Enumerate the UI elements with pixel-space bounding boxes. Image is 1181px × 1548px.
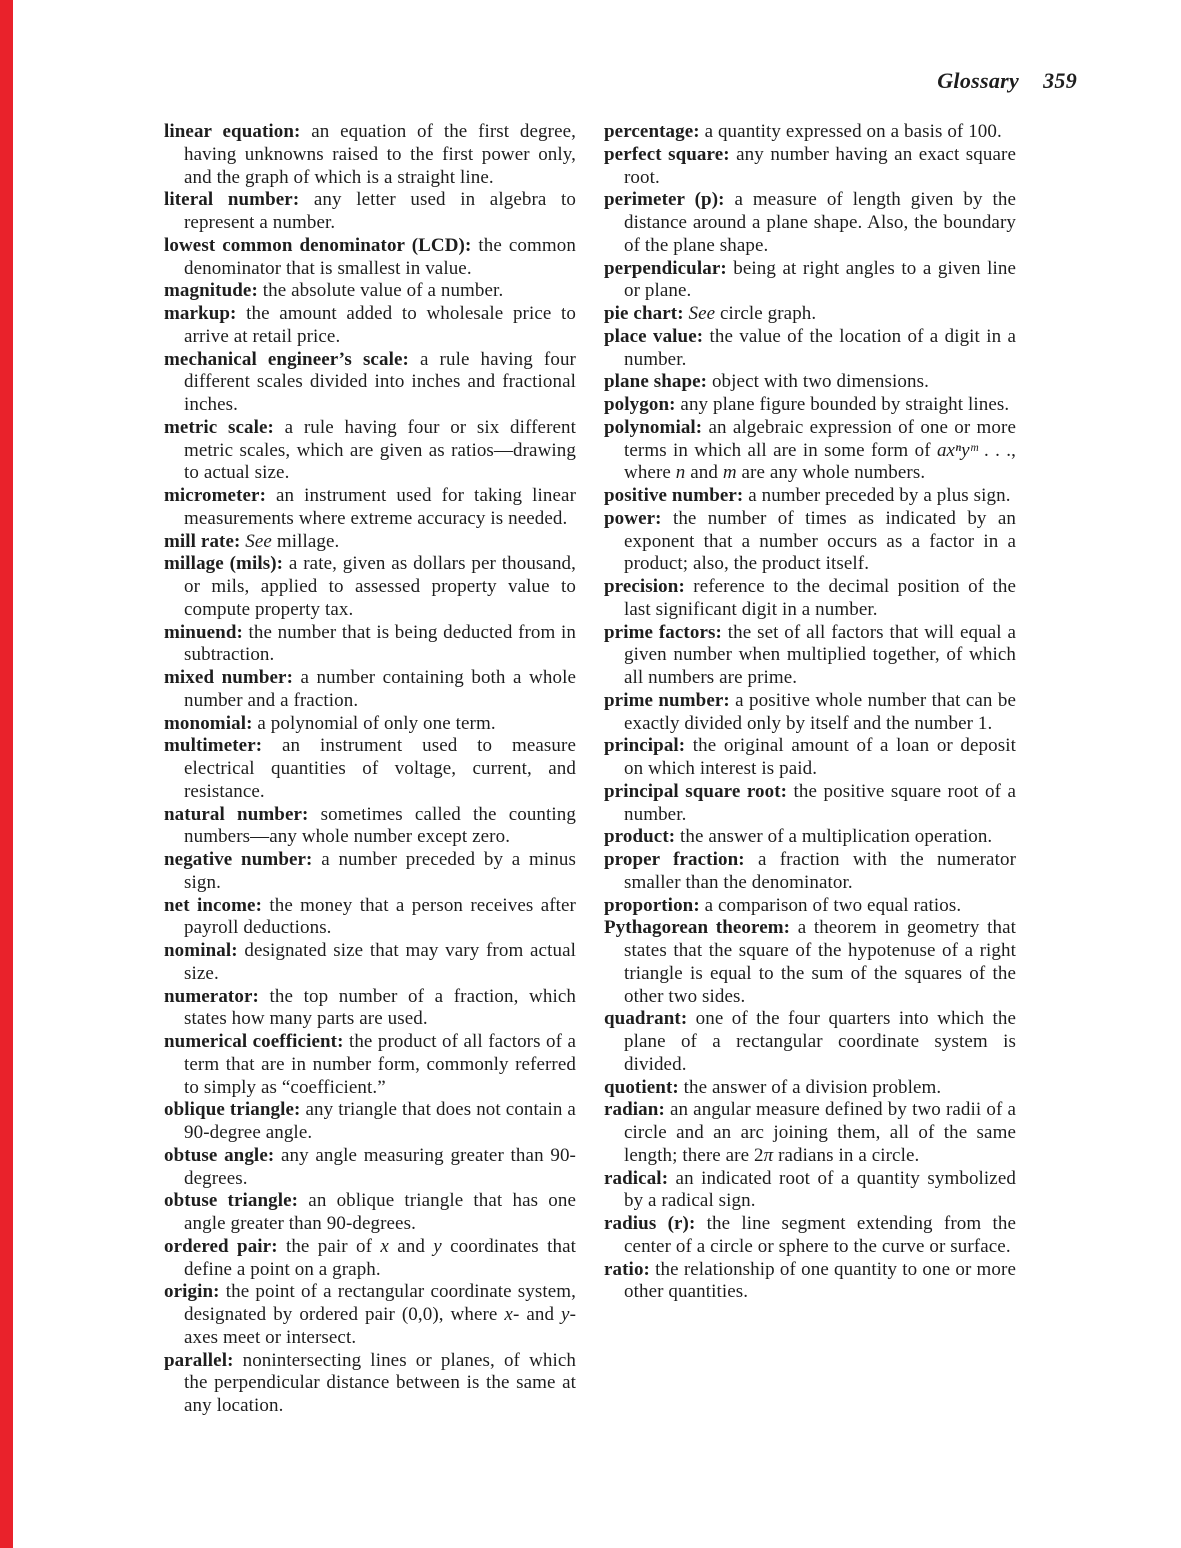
glossary-definition: an oblique triangle that has one angle greater than 90-degrees. [184, 1190, 576, 1234]
glossary-term: metric scale: [164, 416, 274, 438]
glossary-definition: the answer of a multiplication operation. [680, 826, 993, 848]
glossary-definition: an indicated root of a quantity symbolized by a radical sign. [624, 1167, 1016, 1212]
glossary-definition: any angle measuring greater than 90-degrees. [184, 1144, 576, 1189]
glossary-term: prime number: [604, 689, 730, 711]
glossary-definition: an equation of the first degree, having unknowns raised to the first power only, and the graph of which is a straight line. [184, 121, 576, 188]
glossary-term: proper fraction: [604, 849, 745, 870]
glossary-term: prime factors: [604, 621, 722, 643]
glossary-definition: the positive square root of a number. [624, 780, 1016, 825]
glossary-definition: the original amount of a loan or deposit on which interest is paid. [624, 735, 1016, 779]
glossary-entry [604, 781, 1016, 827]
glossary-entry [164, 1099, 576, 1145]
glossary-definition: the number of times as indicated by an exponent that a number occurs as a factor in a product; also, the product itself. [624, 507, 1017, 575]
glossary-term: negative number: [164, 849, 313, 870]
glossary-definition: the common denominator that is smallest in value. [184, 234, 576, 279]
glossary-definition: See circle graph. [688, 303, 817, 324]
glossary-definition: a quantity expressed on a basis of 100. [704, 121, 1002, 142]
page-number: 359 [1043, 68, 1077, 93]
glossary-term: obtuse triangle: [164, 1190, 299, 1212]
glossary-definition: the set of all factors that will equal a given number when multiplied together, of which all numbers are prime. [624, 621, 1016, 688]
glossary-definition: a number preceded by a minus sign. [184, 849, 576, 893]
glossary-entry [164, 713, 576, 736]
glossary-entry [164, 622, 576, 668]
glossary-entry [604, 326, 1016, 372]
glossary-term: Pythagorean theorem: [604, 917, 791, 939]
glossary-term: principal square root: [604, 780, 788, 802]
glossary-term: natural number: [164, 803, 309, 825]
glossary-term: perpendicular: [604, 257, 727, 279]
glossary-term: pie chart: [604, 303, 684, 324]
glossary-term: multimeter: [164, 735, 263, 757]
glossary-entry [164, 986, 576, 1032]
glossary-entry [604, 508, 1016, 576]
glossary-entry [164, 804, 576, 850]
glossary-entry [604, 849, 1016, 895]
glossary-entry [604, 622, 1016, 690]
glossary-term: product: [604, 826, 676, 848]
glossary-term: magnitude: [164, 280, 258, 302]
glossary-term: quotient: [604, 1076, 679, 1098]
glossary-entry [164, 189, 576, 235]
glossary-definition: a number containing both a whole number and a fraction. [184, 667, 576, 711]
glossary-term: quadrant: [604, 1008, 688, 1030]
glossary-term: numerical coefficient: [164, 1031, 344, 1052]
glossary-term: lowest common denominator (LCD): [164, 234, 472, 256]
glossary-definition: the pair of x and y coordinates that define a point on a graph. [184, 1235, 576, 1280]
glossary-entry [604, 826, 1016, 849]
glossary-entry [164, 1031, 576, 1099]
glossary-term: positive number: [604, 485, 744, 506]
glossary-entry [164, 895, 576, 941]
glossary-term: perimeter (p): [604, 189, 725, 211]
glossary-definition: a polynomial of only one term. [257, 712, 496, 734]
glossary-definition: an instrument used to measure electrical quantities of voltage, current, and resistance. [184, 735, 576, 802]
glossary-term: mixed number: [164, 667, 294, 688]
glossary-entry [604, 121, 1016, 144]
glossary-entry [164, 303, 576, 349]
glossary-definition: the top number of a fraction, which states how many parts are used. [184, 985, 576, 1030]
glossary-definition: a positive whole number that can be exactly divided only by itself and the number 1. [624, 689, 1017, 734]
glossary-term: mill rate: [164, 530, 241, 552]
glossary-entry [604, 258, 1016, 304]
page-edge-stripe [0, 0, 13, 1548]
glossary-entry [164, 553, 576, 621]
glossary-entry [164, 485, 576, 531]
glossary-entry [604, 1168, 1016, 1214]
glossary-entry [164, 121, 576, 189]
glossary-definition: the amount added to wholesale price to arrive at retail price. [184, 303, 576, 347]
glossary-term: numerator: [164, 985, 259, 1007]
glossary-definition: an instrument used for taking linear measurements where extreme accuracy is needed. [184, 485, 576, 529]
glossary-entry [604, 303, 1016, 326]
glossary-term: micrometer: [164, 485, 267, 506]
glossary-definition: the answer of a division problem. [683, 1076, 942, 1098]
glossary-entry [164, 1281, 576, 1349]
glossary-entry [604, 895, 1016, 918]
glossary-definition: being at right angles to a given line or plane. [624, 257, 1016, 302]
glossary-term: linear equation: [164, 121, 301, 142]
glossary-definition: any letter used in algebra to represent a number. [184, 189, 576, 233]
glossary-definition: a comparison of two equal ratios. [704, 894, 962, 916]
glossary-term: principal: [604, 735, 686, 757]
glossary-definition: any plane figure bounded by straight lines. [680, 394, 1010, 415]
glossary-term: radius (r): [604, 1213, 696, 1234]
glossary-entry [604, 917, 1016, 1008]
glossary-definition: nonintersecting lines or planes, of which the perpendicular distance between is the same at any location. [184, 1349, 576, 1416]
glossary-column-left [164, 121, 576, 1418]
glossary-term: power: [604, 507, 662, 529]
glossary-entry [604, 1213, 1016, 1259]
glossary-entry [164, 417, 576, 485]
glossary-term: origin: [164, 1281, 220, 1303]
glossary-term: monomial: [164, 712, 253, 734]
glossary-entry [164, 735, 576, 803]
glossary-entry [164, 531, 576, 554]
glossary-entry [604, 735, 1016, 781]
glossary-entry [164, 1190, 576, 1236]
glossary-term: polynomial: [604, 416, 703, 438]
glossary-entry [164, 667, 576, 713]
glossary-term: radical: [604, 1167, 669, 1189]
glossary-entry [604, 485, 1016, 508]
glossary-entry [164, 940, 576, 986]
glossary-definition: the number that is being deducted from in subtraction. [184, 621, 576, 666]
glossary-term: radian: [604, 1099, 665, 1121]
glossary-definition: the relationship of one quantity to one or more other quantities. [624, 1258, 1016, 1303]
glossary-columns [164, 121, 1016, 1418]
glossary-term: markup: [164, 303, 237, 324]
glossary-term: ordered pair: [164, 1235, 278, 1257]
glossary-term: precision: [604, 576, 685, 597]
glossary-definition: a theorem in geometry that states that the square of the hypotenuse of a right triangle is equal to the sum of the squares of the other two sides. [624, 917, 1016, 1007]
glossary-entry [164, 349, 576, 417]
glossary-term: obtuse angle: [164, 1144, 275, 1166]
glossary-term: plane shape: [604, 371, 708, 393]
glossary-definition: a rate, given as dollars per thousand, or mils, applied to assessed property value to compute property tax. [184, 553, 577, 620]
glossary-title: Glossary [937, 68, 1020, 93]
glossary-entry [604, 1077, 1016, 1100]
glossary-definition: the absolute value of a number. [262, 280, 504, 302]
glossary-definition: an angular measure defined by two radii of a circle and an arc joining them, all of the same length; there are 2π radians in a circle. [624, 1099, 1016, 1166]
glossary-entry [164, 1236, 576, 1282]
glossary-definition: reference to the decimal position of the last significant digit in a number. [624, 576, 1016, 620]
glossary-definition: a number preceded by a plus sign. [748, 485, 1011, 506]
glossary-term: proportion: [604, 894, 700, 916]
glossary-term: ratio: [604, 1258, 650, 1280]
glossary-term: nominal: [164, 940, 238, 961]
glossary-definition: the money that a person receives after payroll deductions. [184, 894, 576, 939]
glossary-entry [604, 1099, 1016, 1167]
glossary-term: percentage: [604, 121, 700, 142]
glossary-definition: any number having an exact square root. [624, 143, 1016, 188]
glossary-term: polygon: [604, 394, 676, 415]
glossary-entry [164, 280, 576, 303]
glossary-term: minuend: [164, 621, 243, 643]
glossary-entry [164, 1145, 576, 1191]
glossary-definition: one of the four quarters into which the plane of a rectangular coordinate system is divided. [624, 1008, 1016, 1075]
glossary-term: net income: [164, 894, 263, 916]
glossary-entry [604, 144, 1016, 190]
glossary-entry [604, 576, 1016, 622]
glossary-term: place value: [604, 325, 704, 347]
glossary-definition: the line segment extending from the center of a circle or sphere to the curve or surface. [624, 1213, 1016, 1257]
glossary-definition: a measure of length given by the distance around a plane shape. Also, the boundary of the plane shape. [624, 189, 1016, 256]
glossary-entry [604, 394, 1016, 417]
glossary-term: oblique triangle: [164, 1099, 301, 1121]
glossary-definition: designated size that may vary from actual size. [184, 940, 576, 984]
glossary-term: parallel: [164, 1349, 234, 1371]
glossary-term: perfect square: [604, 143, 730, 165]
glossary-definition: the value of the location of a digit in a number. [624, 325, 1016, 370]
glossary-entry [164, 849, 576, 895]
glossary-entry [604, 690, 1016, 736]
glossary-definition: any triangle that does not contain a 90-degree angle. [184, 1099, 576, 1143]
glossary-entry [604, 1008, 1016, 1076]
glossary-definition: the product of all factors of a term that are in number form, commonly referred to simply as “coefficient.” [184, 1031, 577, 1098]
glossary-entry [604, 1259, 1016, 1305]
glossary-definition: the point of a rectangular coordinate system, designated by ordered pair (0,0), where x- and y-axes meet or intersect. [184, 1281, 576, 1348]
glossary-term: millage (mils): [164, 553, 284, 575]
glossary-column-right [604, 121, 1016, 1418]
glossary-entry [164, 1350, 576, 1418]
glossary-entry [604, 189, 1016, 257]
glossary-definition: a rule having four different scales divided into inches and fractional inches. [184, 348, 576, 415]
glossary-entry [604, 371, 1016, 394]
glossary-term: mechanical engineer’s scale: [164, 348, 409, 370]
glossary-definition: an algebraic expression of one or more terms in which all are in some form of axⁿyᵐ . . ., where n and m are any whole numbers. [624, 416, 1017, 484]
glossary-term: literal number: [164, 189, 300, 211]
running-header [937, 68, 1077, 94]
glossary-definition: sometimes called the counting numbers—any whole number except zero. [184, 803, 576, 848]
glossary-definition: See millage. [245, 530, 340, 552]
glossary-definition: a fraction with the numerator smaller than the denominator. [624, 849, 1016, 893]
glossary-definition: object with two dimensions. [711, 371, 929, 393]
glossary-definition: a rule having four or six different metric scales, which are given as ratios—drawing to actual size. [184, 416, 577, 484]
glossary-entry [164, 235, 576, 281]
glossary-entry [604, 417, 1016, 485]
